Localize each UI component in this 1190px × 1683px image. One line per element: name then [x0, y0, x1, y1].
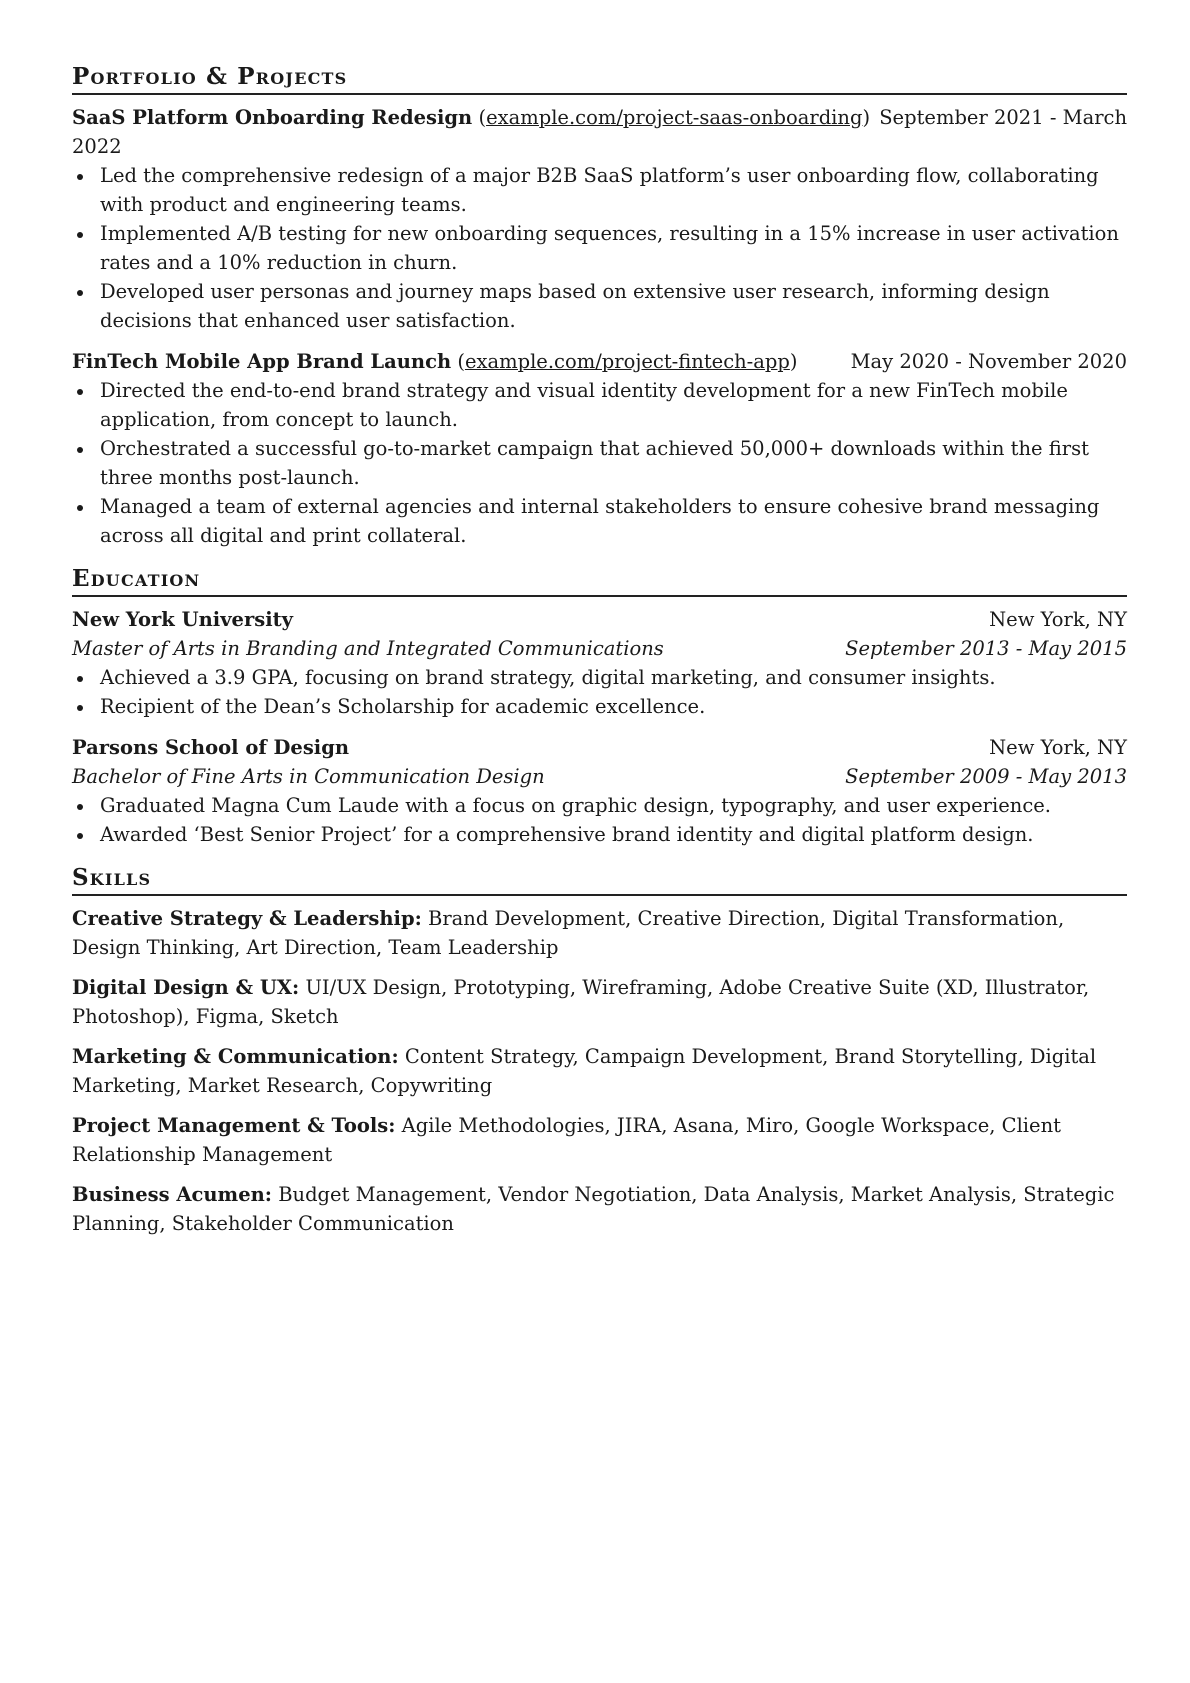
bullet-item: Managed a team of external agencies and internal stakeholders to ensure cohesive brand messaging across all digital and print collateral. [72, 492, 1127, 550]
bullet-item: Recipient of the Dean’s Scholarship for academic excellence. [72, 692, 1127, 721]
bullet-item: Led the comprehensive redesign of a major B2B SaaS platform’s user onboarding flow, collaborating with product and engineering teams. [72, 161, 1127, 219]
bullet-icon [77, 447, 83, 453]
project-name: SaaS Platform Onboarding Redesign [72, 106, 473, 129]
degree-name: Bachelor of Fine Arts in Communication Design [72, 765, 545, 788]
education-header [72, 733, 1127, 762]
skill-category: Project Management & Tools: [72, 1114, 396, 1137]
project-header: FinTech Mobile App Brand Launch (example.com/project-fintech-app) May 2020 - November 2020 [72, 347, 1127, 376]
education-dates: September 2009 - May 2013 [845, 765, 1127, 788]
skill-category: Marketing & Communication: [72, 1045, 399, 1068]
bullet-icon [77, 232, 83, 238]
school-location: New York, NY [989, 608, 1127, 631]
skill-line [72, 1042, 1127, 1100]
skills-section [72, 863, 1127, 1238]
skill-line [72, 1111, 1127, 1169]
skill-values: UI/UX Design, Prototyping, Wireframing, Adobe Creative Suite (XD, Illustrator, Photoshop), Figma, Sketch [72, 976, 1090, 1028]
school-location: New York, NY [989, 736, 1127, 759]
education-entry [72, 605, 1127, 721]
bullet-icon [77, 676, 83, 682]
education-bullets [72, 663, 1127, 721]
bullet-icon [77, 290, 83, 296]
education-subheader [72, 762, 1127, 791]
education-entry [72, 733, 1127, 849]
school-name: Parsons School of Design [72, 736, 350, 759]
project-link[interactable]: example.com/project-saas-onboarding [486, 106, 863, 129]
skill-values: Content Strategy, Campaign Development, Brand Storytelling, Digital Marketing, Market Research, Copywriting [72, 1045, 1097, 1097]
project-link[interactable]: example.com/project-fintech-app [464, 350, 790, 373]
bullet-item: Achieved a 3.9 GPA, focusing on brand strategy, digital marketing, and consumer insights. [72, 663, 1127, 692]
education-header [72, 605, 1127, 634]
project-bullets [72, 376, 1127, 550]
section-title-projects: Portfolio & Projects [72, 62, 1127, 95]
bullet-icon [77, 804, 83, 810]
skill-category: Business Acumen: [72, 1183, 272, 1206]
bullet-icon [77, 705, 83, 711]
bullet-icon [77, 389, 83, 395]
project-header: SaaS Platform Onboarding Redesign (example.com/project-saas-onboarding) September 2021 - March [72, 103, 1127, 132]
education-dates: September 2013 - May 2015 [845, 637, 1127, 660]
skill-line [72, 973, 1127, 1031]
bullet-icon [77, 833, 83, 839]
bullet-item: Implemented A/B testing for new onboarding sequences, resulting in a 15% increase in user activation rates and a 10% reduction in churn. [72, 219, 1127, 277]
bullet-item: Developed user personas and journey maps based on extensive user research, informing design decisions that enhanced user satisfaction. [72, 277, 1127, 335]
resume-page [72, 62, 1127, 1252]
bullet-icon [77, 505, 83, 511]
project-dates: September 2021 - March [879, 106, 1127, 129]
bullet-item: Orchestrated a successful go-to-market campaign that achieved 50,000+ downloads within the first three months post-launch. [72, 434, 1127, 492]
project-bullets [72, 161, 1127, 335]
skill-category: Digital Design & UX: [72, 976, 300, 999]
project-entry [72, 103, 1127, 335]
project-dates: May 2020 - November 2020 [850, 350, 1127, 373]
skill-category: Creative Strategy & Leadership: [72, 907, 422, 930]
skill-values: Agile Methodologies, JIRA, Asana, Miro, Google Workspace, Client Relationship Management [72, 1114, 1061, 1166]
project-dates-continued: 2022 [72, 135, 122, 158]
education-section [72, 564, 1127, 849]
skill-line [72, 1180, 1127, 1238]
bullet-item: Graduated Magna Cum Laude with a focus on graphic design, typography, and user experience. [72, 791, 1127, 820]
bullet-icon [77, 174, 83, 180]
skill-values: Brand Development, Creative Direction, Digital Transformation, Design Thinking, Art Direction, Team Leadership [72, 907, 1065, 959]
bullet-item: Directed the end-to-end brand strategy and visual identity development for a new FinTech mobile application, from concept to launch. [72, 376, 1127, 434]
project-name: FinTech Mobile App Brand Launch [72, 350, 452, 373]
education-subheader [72, 634, 1127, 663]
section-title-education: Education [72, 564, 1127, 597]
school-name: New York University [72, 608, 293, 631]
education-bullets [72, 791, 1127, 849]
degree-name: Master of Arts in Branding and Integrated Communications [72, 637, 664, 660]
projects-section [72, 62, 1127, 550]
bullet-item: Awarded ‘Best Senior Project’ for a comprehensive brand identity and digital platform design. [72, 820, 1127, 849]
section-title-skills: Skills [72, 863, 1127, 896]
skill-line [72, 904, 1127, 962]
skill-values: Budget Management, Vendor Negotiation, Data Analysis, Market Analysis, Strategic Planning, Stakeholder Communication [72, 1183, 1115, 1235]
project-entry [72, 347, 1127, 550]
